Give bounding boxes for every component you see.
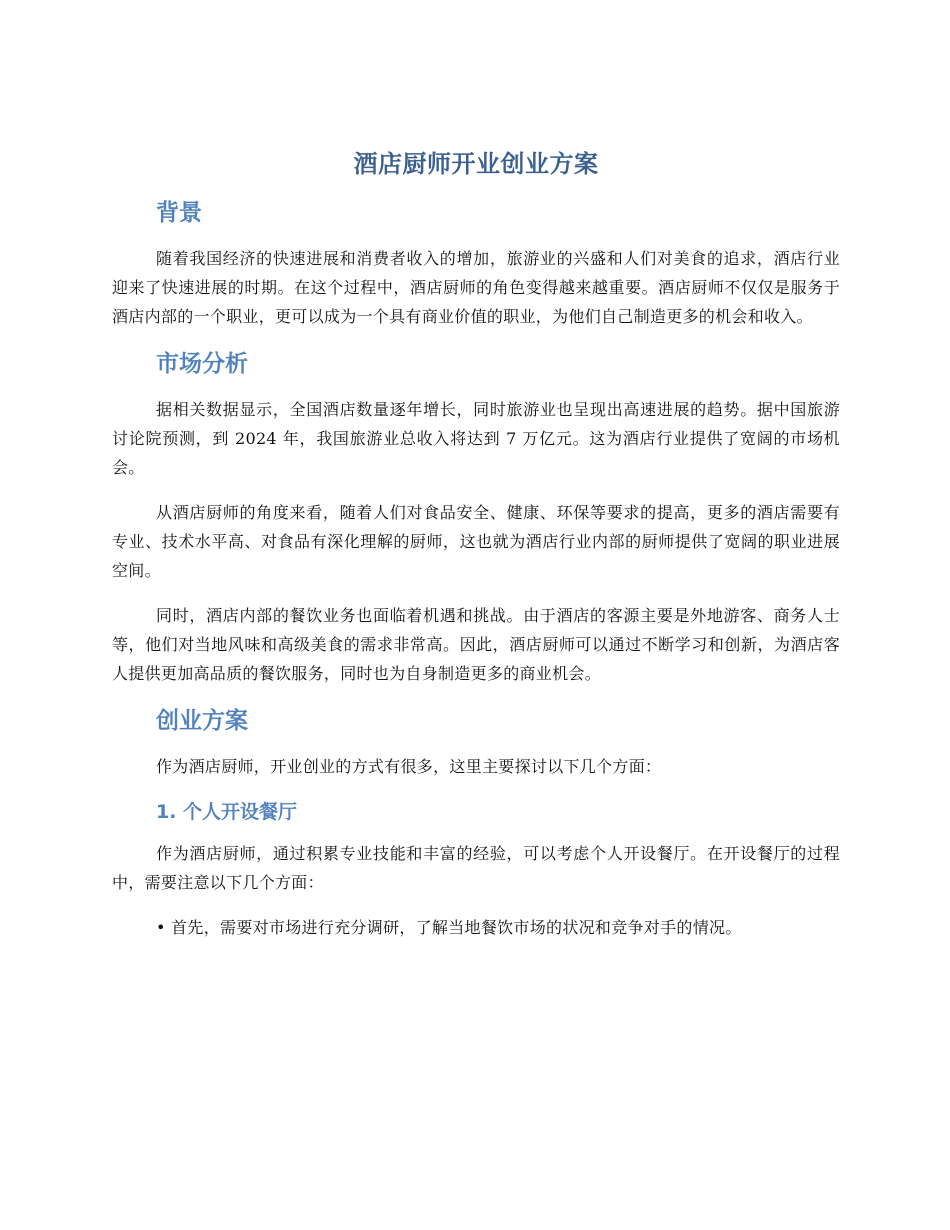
subsection-heading-personal-restaurant: 1. 个人开设餐厅 [156, 801, 298, 823]
section-heading-market-analysis: 市场分析 [156, 351, 248, 377]
section-startup-plan [112, 704, 840, 942]
paragraph: 从酒店厨师的角度来看，随着人们对食品安全、健康、环保等要求的提高，更多的酒店需要有专业、技术水平高、对食品有深化理解的厨师，这也就为酒店行业内部的厨师提供了宽阔的职业进展空间。 [112, 503, 840, 580]
section-market-analysis [112, 347, 840, 688]
document-title: 酒店厨师开业创业方案 [353, 150, 599, 178]
paragraph: 据相关数据显示，全国酒店数量逐年增长，同时旅游业也呈现出高速进展的趋势。据中国旅游讨论院预测，到 2024 年，我国旅游业总收入将达到 7 万亿元。这为酒店行业提供了宽阔的市场机会。 [112, 400, 840, 477]
bullet-item: • 首先，需要对市场进行充分调研，了解当地餐饮市场的状况和竞争对手的情况。 [156, 918, 742, 937]
section-heading-background: 背景 [156, 200, 202, 226]
paragraph: 作为酒店厨师，开业创业的方式有很多，这里主要探讨以下几个方面： [156, 757, 662, 776]
section-heading-startup-plan: 创业方案 [156, 708, 248, 734]
paragraph: 作为酒店厨师，通过积累专业技能和丰富的经验，可以考虑个人开设餐厅。在开设餐厅的过程中，需要注意以下几个方面： [112, 844, 840, 892]
document-page [112, 142, 840, 958]
paragraph: 同时，酒店内部的餐饮业务也面临着机遇和挑战。由于酒店的客源主要是外地游客、商务人士等，他们对当地风味和高级美食的需求非常高。因此，酒店厨师可以通过不断学习和创新，为酒店客人提供更加高品质的餐饮服务，同时也为自身制造更多的商业机会。 [112, 606, 840, 683]
section-background [112, 196, 840, 331]
paragraph: 随着我国经济的快速进展和消费者收入的增加，旅游业的兴盛和人们对美食的追求，酒店行业迎来了快速进展的时期。在这个过程中，酒店厨师的角色变得越来越重要。酒店厨师不仅仅是服务于酒店内部的一个职业，更可以成为一个具有商业价值的职业，为他们自己制造更多的机会和收入。 [112, 249, 840, 326]
